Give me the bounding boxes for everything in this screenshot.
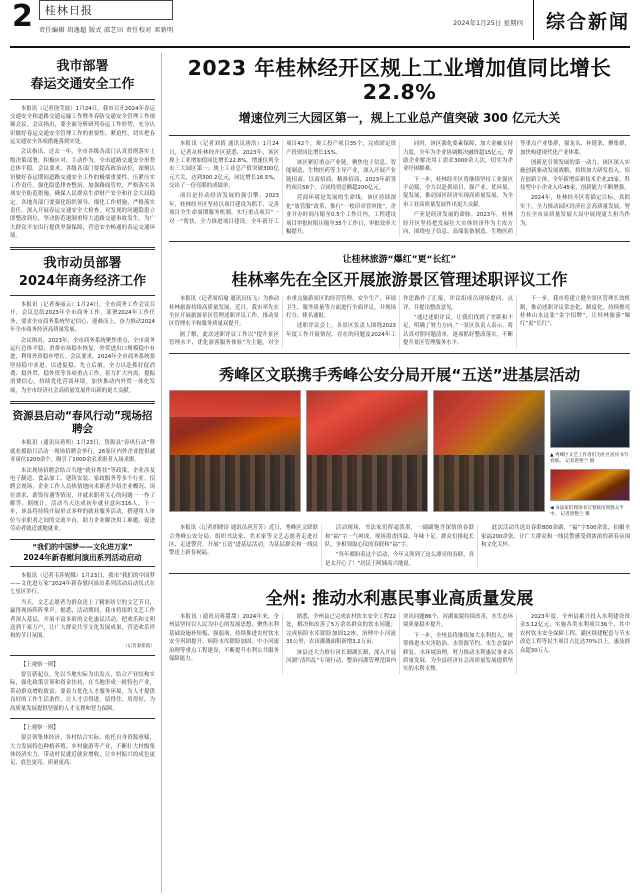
article-body (10, 301, 155, 395)
photo-writing-calligraphy (306, 390, 428, 512)
page-columns (10, 53, 630, 893)
article-text: 会议指出，过去一年，全市各级各部门认真贯彻落实上级决策部署，积极应对、主动作为，全市道路交通安全形势总体平稳。会议要求，各级各部门要提高政治站位，深刻认识做好春运期间道路交通安全工作的极端重要性，压紧压实工作责任，强化隐患排查整治，加强路面管控，严格落实各项安全防范措施，确保人民群众生命财产安全和社会大局稳定。各地各部门要强化组织领导、细化工作措施、严格落实责任，深入开展春运交通安全大检查，对发现的问题隐患立即整改到位，坚决防范遏制重特大道路交通事故发生，为广大群众平安出行提供坚强保障，营造安全畅通的春运交通环境。 (10, 149, 155, 240)
article-xiufeng (169, 359, 630, 569)
article-lead: 本报讯（通讯员蒋甜甜）2024年来，全州县坚持以人民为中心的发展思想，聚焦水利基础设施补短板、强弱项，持续推进农村饮水安全巩固提升、病险水库除险加固、中小河流治理等重点工程建设，不断提升水利公共服务保障能力。 (169, 614, 279, 662)
body-paragraph: 此次活动共送出春联800余副、“福”字500余张，拍摄全家福200余张，让广大群众和一线民警感受到浓浓的新春氛围和文化关怀。 (481, 525, 630, 548)
photo-police-community (433, 390, 545, 512)
body-paragraph: “通过述职评议，让我们找到了差距和不足，明确了努力方向。”一景区负责人表示，将认真对照问题清单，逐项抓好整改落实，不断提升景区管理服务水平。 (403, 315, 513, 347)
article-chunyun (10, 59, 155, 241)
lead-story-body (169, 140, 630, 236)
body-paragraph: 下一步，桂林经开区将继续坚持工业强区不动摇，全力以赴抓项目、强产业、优环境、促发展，推动园区经济实现高质量发展，为全市工业高质量发展作出更大贡献。 (403, 176, 513, 208)
photo-crowd-area (170, 455, 300, 510)
page-number: 2 (12, 0, 33, 34)
body-paragraph: 创新是引领发展的第一动力。该区深入实施创新驱动发展战略，持续加大研发投入，培育创新主体，全年新增高新技术企业23家，科技型中小企业入库45家，创新能力不断增强。 (520, 159, 630, 191)
article-ziyuan (10, 410, 155, 533)
lead-subhead: 增速位列三大园区第一，规上工业总产值突破 300 亿元大关 (238, 111, 561, 126)
tourism-kicker: 让桂林旅游“爆红”更“长红” (342, 255, 457, 266)
article-lead: 本报讯（记者秦丽云）1月24日，全市商务工作会议召开。会议总结2023年全市商务工作，部署2024年工作任务，要求全市商务系统坚定信心、迎难而上，奋力推动2024年全市商务经济高质量发展。 (10, 302, 155, 334)
article-lead: 本报讯（记者周绍瑜 通讯员伍飞）为推动桂林旅游持续高质量发展，近日，我市率先在全区开展旅游景区管理述职评议工作，推动景区管理水平和服务质量双提升。 (169, 296, 279, 328)
article-quanzhou (169, 579, 630, 674)
body-paragraph: 同时，该区强化要素保障，加大金融支持力度，全年为企业协调解决融资超15亿元，帮助企业解决用工需求3000余人次，切实为企业纾困解难。 (403, 141, 513, 173)
body-paragraph: 据了解，此次述职评议工作以“提升景区管理水平、优化游客服务体验”为主题，对全市重点旅游景区的经营管理、安全生产、环境卫生、服务质量等方面进行全面评议，并现场打分、排名通报。 (169, 296, 396, 347)
body-paragraph: 2023年度，全州县累计投入水利建设资金3.12亿元，实施各类水利项目36个，其中农村饮水安全保障工程、灌区续建配套与节水改造工程等民生项目占比达70%以上，惠及群众超30万人。 (520, 614, 630, 654)
lead-story (169, 53, 630, 136)
quanzhou-headline: 全州: 推动水利惠民事业高质量发展 (265, 589, 534, 609)
article-wenhua-body (10, 572, 155, 650)
photo-spring-couplets (169, 390, 301, 512)
article-title-line2: 2024年新春慰问演出系列活动启动 (23, 553, 142, 563)
newspaper-logo: 桂林日报 (39, 0, 174, 20)
tourism-body (169, 295, 630, 347)
photo-group-visit (550, 390, 630, 448)
article-body (10, 105, 155, 241)
article-title-line2: 春运交通安全工作 (30, 77, 135, 93)
body-paragraph: 该区紧盯重点产业链，聚焦电子信息、智能制造、生物医药等主导产业，深入开展产业链招商、以商招商、精准招商，2023年新签约项目56个，合同投资总额超200亿元。 (286, 159, 396, 191)
left-column (10, 53, 162, 893)
tourism-headline: 桂林率先在全区开展旅游景区管理述职评议工作 (231, 270, 568, 290)
article-text: 本次现场招聘会结合当地“就业帮扶”等政策，企业涉及电子制造、食品加工、建筑安装、家政服务等多个行业。招聘会现场，企业工作人员热情地向求职者介绍企业概况、岗位需求、薪资待遇等情况，并就求职者关心的问题一一作了解答。据统计，活动当天达成初步就业意向316人。下一步，该县将持续开展形式多样的就业服务活动，搭建用人单位与求职者之间的交流平台，助力企业解决用工难题，促进劳动者就近就地就业。 (10, 467, 155, 533)
article-lead: 本报讯（记者徐莹波）1月24日，我市召开2024年春运交通安全和道路交通运输工作暨冬春防交通安全管理工作视频会议。会议指出，要全面分析研判春运工作形势，充分认识做好春运交通安全管理工作的重要性、紧迫性，切实把春运交通安全各项措施落到实处。 (10, 105, 155, 145)
body-paragraph: 述职评议会上，各景区负责人围绕2023年度工作开展情况、存在的问题及2024年工作思路作了汇报，评议组成员现场提问、点评，并提出整改意见。 (286, 296, 513, 338)
photo-column-right (550, 390, 630, 520)
body-paragraph: 据悉，全州县已完成农村饮水安全工程22处，解决和改善了5万余名群众的饮水问题；完成病险水库除险加固12座，治理中小河流35公里，农田灌溉面积新增3.2万亩。 (286, 614, 396, 646)
photo-handing-couplets (550, 469, 630, 501)
article-text: 会议指出，2023年，全市商务系统聚焦重点，全市商务运行总体平稳，消费市场稳步恢复，外贸进出口规模稳中有进，利用外资稳步增长。会议要求，2024年全市商务系统要坚持稳中求进、以进促稳、先立后破，全力以赴抓好促消费、稳外贸、稳外资等各项重点工作，着力扩大内需、提振消费信心，持续优化营商环境，加快推动内外贸一体化发展，为全市经济社会高质量发展作出新的更大贡献。 (10, 337, 155, 394)
article-title: 资源县启动“春风行动”现场招聘会 (12, 410, 153, 436)
photo-caption-2: ◀ 书法家们现场书写春联送到群众手中。 记者唐艳兰 摄 (550, 505, 624, 518)
brief-text: 要引新起点。先以当地实际为出发点，结合产业结构实际，强化政策引领和资金扶持，在当地形成一批特色产业，带动群众增收致富；要着力优化人才服务环境，为人才提供良好的工作生活条件，让人才引得进、留得住、用得好，为高质量发展提供坚强的人才支撑和智力保障。 (10, 672, 155, 712)
body-paragraph: 产业是经济发展的命脉。2023年，桂林经开区坚持把发展壮大实体经济作为主攻方向，围绕电子信息、高端装备制造、生物医药等重点产业集群，强龙头、补链条、聚集群，加快构建现代化产业体系。 (403, 141, 630, 235)
article-body (10, 439, 155, 533)
body-paragraph: 2024年，桂林经开区将锚定目标，真抓实干，全力推动园区经济社会高质量发展，努力在全市高质量发展大局中展现更大担当作为。 (520, 195, 630, 227)
article-title-line1: “我们的中国梦——文化进万家” (32, 542, 133, 551)
brief-text: 要引领集体经济。各村结合实际，依托自身资源禀赋，大力发展特色种植养殖、乡村旅游等产业，不断壮大村级集体经济实力，带动村民就近就业增收，让乡村振兴的成色更足、底色更亮、质量更高。 (10, 735, 155, 767)
article-lead: 本报讯（通讯员蒋明）1月23日，资源县“春风行动”暨就业援助月活动一现场招聘会举行，26家区内外企业提供就业岗位1200余个，吸引了1000余名求职者入场求职。 (10, 440, 155, 464)
article-text: 当天，文艺志愿者为群众送上了精彩纷呈的文艺节目，赢得现场阵阵掌声。据悉，活动期间，我市将组织文艺工作者深入基层，开展丰富多彩的文化惠民活动，把欢乐和文明送到千家万户，让广大群众共享文化发展成果，营造欢乐祥和的节日氛围。 (10, 599, 155, 640)
lead-headline: 2023 年桂林经开区规上工业增加值同比增长 22.8% (187, 56, 612, 104)
brief-1 (10, 661, 155, 713)
body-paragraph: 营商环境是发展的生命线。该区持续深化“放管服”改革，推行“一枚印章管审批”，企业开办时间压缩至0.5个工作日内，工程建设项目审批时限压缩至35个工作日，审批效率大幅提升。 (286, 195, 396, 235)
body-paragraph: 该县还大力推行河长制湖长制，深入开展河湖“清四乱”专项行动，整治河湖管理范围内突出问题86个，河湖面貌持续改善，水生态环境质量稳步提升。 (286, 614, 513, 664)
body-paragraph: 下一步，全州县将继续加大水利投入，统筹推进水灾害防治、水资源节约、水生态保护修复、水环境治理，努力推动水利惠民事业高质量发展，为全县经济社会高质量发展提供坚实的水利支撑。 (403, 632, 513, 673)
brief-2 (10, 724, 155, 768)
article-lead: 本报讯（记者韦莎妮娜）1月23日，我市“我们的中国梦——文化进万家”2024年新春慰问演出系列活动启动仪式在七星区举行。 (10, 572, 155, 596)
masthead-section (533, 0, 630, 40)
article-lead: 本报讯（记者胡晓诗 通讯员唐芳芳）近日，秀峰区文联联合秀峰公安分局，组织书法家、美术家等文艺志愿者走进社区、走进警营，开展“五送”进基层活动，为基层群众和一线民警送上新春祝福。 (169, 525, 318, 557)
article-shangwu (10, 256, 155, 396)
photo-crowd-area (307, 455, 427, 510)
body-paragraph: “每年都盼着这个活动，今年又领到了这么漂亮的春联，真是太开心了！”居民王阿姨高兴地说。 (325, 552, 474, 567)
brief-label: 【上观察一则】 (20, 661, 59, 668)
xiufeng-headline: 秀峰区文联携手秀峰公安分局开展“五送”进基层活动 (218, 365, 581, 384)
photo-banner-area (170, 391, 300, 417)
article-title-line1: 我市部署 (56, 59, 109, 74)
article-title-line1: 我市动员部署 (43, 255, 122, 271)
article-signature: （记者秦紫霞） (122, 643, 155, 649)
body-paragraph: 下一步，我市将建立健全景区管理长效机制，推动述职评议常态化、制度化，持续擦亮桂林山水这张“金字招牌”，让桂林旅游“爆红”更“长红”。 (520, 296, 630, 328)
photo-caption-1: ▲ 秀峰区文艺工作者们为社区居民书写春联。 记者唐艳兰 摄 (550, 452, 629, 465)
section-title: 综合新闻 (545, 10, 630, 33)
xiufeng-body (169, 524, 630, 568)
article-tourism (169, 247, 630, 347)
masthead-credits: 责任编辑 胡逸超 版式 邵艺田 责任校对 邓新明 (38, 27, 174, 34)
body-paragraph: 项目是拉动经济发展的强引擎。2023年，桂林经开区坚持以项目建设为抓手，完善项目全生命周期服务机制，实行重点项目“一对一”帮扶，全力推进项目建设。全年新开工项目42个，竣工投产项目35个，完成固定资产投资同比增长15%。 (169, 141, 396, 225)
brief-label: 【上观察一则】 (20, 724, 59, 731)
lead-paragraph: 本报讯（记者刘倩 通讯员唐浩）1月24日，记者从桂林经开区获悉，2023年，该区规上工业增加值同比增长22.8%，增速位列全市三大园区第一；规上工业总产值突破300亿元大关，达到300.2亿元，同比增长16.5%，交出了一份亮眼的成绩单。 (169, 141, 279, 189)
masthead-left (39, 0, 174, 34)
main-area (169, 53, 630, 893)
photo-group (169, 390, 630, 520)
body-paragraph: 活动现场，书法家们挥毫泼墨，一副副饱含深情的春联和“福”字一气呵成，现场墨香四溢、年味十足。群众们排起长队，争相领取心仪的春联和“福”字。 (325, 525, 474, 548)
article-title-line2: 2024年商务经济工作 (18, 273, 147, 289)
photo-crowd-area (434, 455, 544, 510)
masthead-date: 2024年1月25日 星期四 (452, 19, 523, 27)
quanzhou-body (169, 613, 630, 674)
masthead (10, 0, 630, 48)
article-wenhua (10, 539, 155, 567)
